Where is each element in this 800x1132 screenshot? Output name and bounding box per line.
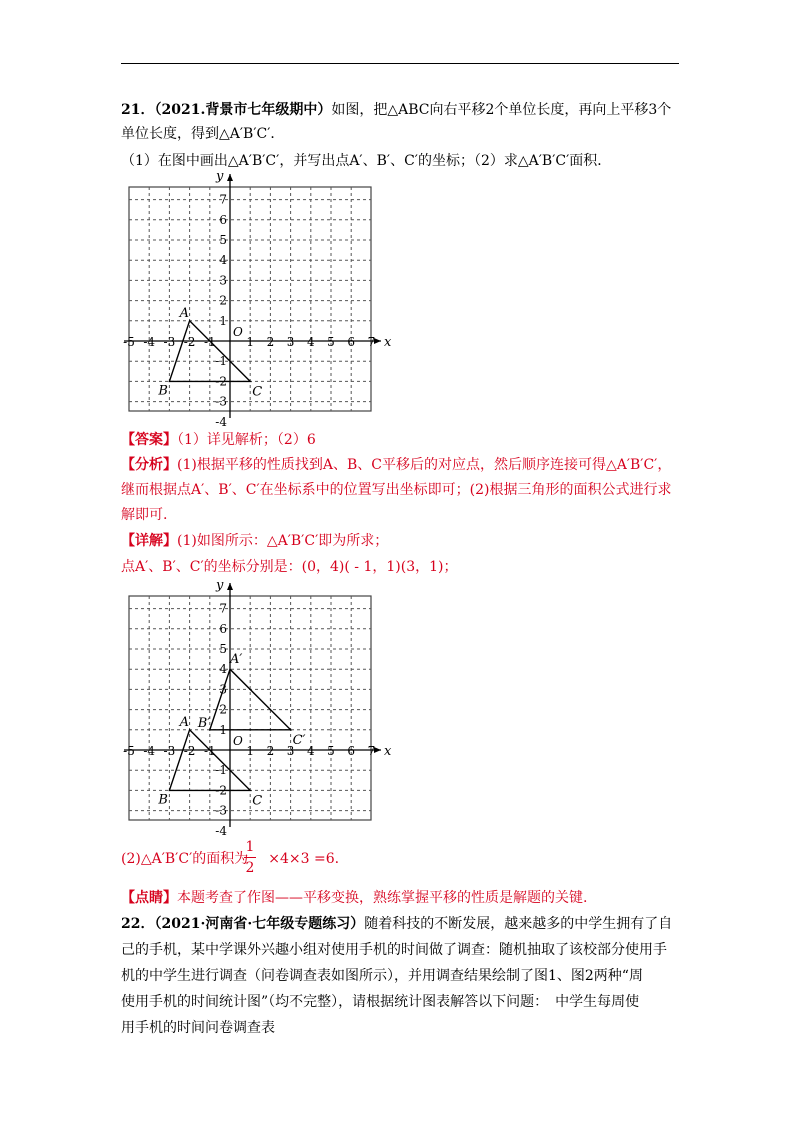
comment-text: 本题考查了作图——平移变换，熟练掌握平移的性质是解题的关键.: [177, 890, 588, 906]
point-b-prime-label: B′: [197, 715, 211, 731]
x-tick-label: 5: [327, 335, 335, 349]
y-tick-label: 7: [219, 601, 227, 616]
x-tick-label: 6: [347, 335, 356, 349]
q21-source: （2021.背景市七年级期中）: [154, 102, 332, 118]
y-tick-label: 5: [219, 233, 227, 247]
q21-line-1: [121, 100, 671, 120]
fraction-numerator: 1: [245, 839, 255, 855]
x-tick-label: 7: [367, 744, 376, 758]
q21-line-2: 单位长度，得到△A′B′C′．: [121, 126, 285, 142]
q21-parts: （1）在图中画出△A′B′C′，并写出点A′、B′、C′的坐标；（2）求△A′B′C′面积．: [121, 153, 612, 169]
x-tick-label: 2: [266, 335, 275, 349]
x-tick-label: 4: [306, 335, 315, 349]
grid-frame: [129, 596, 371, 820]
origin-label: O: [233, 325, 243, 339]
comment-tag: 【点睛】: [121, 890, 177, 906]
area-prefix: (2)△A′B′C′的面积为: [121, 851, 249, 867]
y-tick-label: -3: [215, 803, 227, 818]
y-tick-label: 5: [219, 642, 227, 656]
x-tick-label: 7: [367, 335, 376, 349]
x-tick-label: 3: [286, 744, 295, 758]
analysis-line-1: [121, 455, 671, 475]
point-a-label: A: [179, 305, 189, 321]
grid-frame: [129, 187, 371, 411]
y-axis-arrow: [227, 174, 233, 181]
area-line: [121, 849, 339, 869]
y-tick-label: 4: [219, 662, 227, 677]
x-tick-label: -2: [183, 335, 196, 349]
analysis-text-1: (1)根据平移的性质找到A、B、C平移后的对应点，然后顺序连接可得△A′B′C′，: [177, 457, 672, 473]
answer-text: （1）详见解析；（2）6: [177, 432, 316, 448]
q22-line-1: [121, 914, 672, 934]
q21-number: 21．: [121, 102, 155, 118]
coordinate-grid-figure-2: [100, 575, 400, 838]
x-tick-label: 4: [306, 744, 315, 758]
x-tick-label: -5: [123, 335, 135, 349]
y-tick-label: -1: [215, 763, 227, 778]
x-tick-label: 6: [347, 744, 356, 758]
x-tick-label: -1: [203, 744, 216, 758]
y-tick-label: 7: [219, 192, 227, 207]
y-axis-label: y: [216, 169, 224, 184]
x-tick-label: -1: [203, 335, 216, 349]
y-tick-label: 1: [219, 313, 227, 328]
y-tick-label: 2: [219, 293, 227, 308]
point-a-prime-label: A′: [230, 652, 243, 668]
x-tick-label: -4: [143, 335, 156, 349]
analysis-line-3: 解即可.: [121, 507, 168, 523]
y-axis-arrow: [227, 583, 233, 590]
coordinate-grid-figure-1: [100, 166, 400, 429]
y-tick-label: -2: [215, 783, 227, 798]
point-b-label: B: [158, 792, 168, 808]
y-tick-label: 3: [219, 682, 227, 697]
y-tick-label: -4: [215, 823, 227, 838]
y-tick-label: -4: [215, 414, 227, 429]
y-tick-label: 6: [219, 621, 227, 636]
detail-text-1: (1)如图所示：△A′B′C′即为所求；: [177, 533, 389, 549]
x-tick-label: 5: [327, 744, 335, 758]
origin-label: O: [233, 734, 243, 748]
q22-text-1: 随着科技的不断发展，越来越多的中学生拥有了自: [364, 916, 673, 932]
detail-line-2: 点A′、B′、C′的坐标分别是：(0，4)( - 1，1)(3，1)；: [121, 559, 458, 575]
q22-source: （2021·河南省·七年级专题练习）: [154, 916, 365, 932]
point-c-prime-label: C′: [292, 732, 306, 748]
fraction-denominator: 2: [245, 860, 255, 876]
comment-line: [121, 888, 587, 908]
x-tick-label: -5: [123, 744, 135, 758]
q21-text-1: 如图，把△ABC向右平移2个单位长度，再向上平移3个: [331, 102, 672, 118]
x-tick-label: 1: [246, 335, 255, 349]
point-a-label: A: [179, 714, 189, 730]
y-tick-label: -2: [215, 374, 227, 389]
point-c-label: C: [252, 793, 263, 809]
detail-tag: 【详解】: [121, 533, 177, 549]
area-suffix: ×4×3 =6.: [268, 851, 340, 867]
x-tick-label: -4: [143, 744, 156, 758]
y-tick-label: 1: [219, 722, 227, 737]
answer-tag: 【答案】: [121, 432, 177, 448]
q22-number: 22．: [121, 916, 155, 932]
header-rule: [121, 63, 679, 64]
x-tick-label: -2: [183, 744, 196, 758]
analysis-line-2: 继而根据点A′、B′、C′在坐标系中的位置写出坐标即可；(2)根据三角形的面积公式进行求: [121, 482, 672, 498]
analysis-tag: 【分析】: [121, 457, 177, 473]
x-tick-label: 1: [246, 744, 255, 758]
x-axis-label: x: [384, 744, 392, 759]
q22-line-4: 使用手机的时间统计图”（均不完整），请根据统计图表解答以下问题： 中学生每周使: [121, 994, 640, 1010]
y-tick-label: 3: [219, 273, 227, 288]
area-fraction: [243, 838, 257, 877]
point-c-label: C: [252, 384, 263, 400]
y-tick-label: 4: [219, 253, 227, 268]
y-tick-label: 2: [219, 702, 227, 717]
x-tick-label: -3: [163, 335, 176, 349]
q22-line-3: 机的中学生进行调查（问卷调查表如图所示），并用调查结果绘制了图1、图2两种“周: [121, 968, 643, 984]
x-tick-label: -3: [163, 744, 176, 758]
y-tick-label: 6: [219, 212, 227, 227]
point-b-label: B: [158, 383, 168, 399]
q22-line-2: 己的手机，某中学课外兴趣小组对使用手机的时间做了调查：随机抽取了该校部分使用手: [121, 942, 667, 958]
x-tick-label: 2: [266, 744, 275, 758]
y-tick-label: -1: [215, 354, 227, 369]
answer-line: [121, 430, 316, 450]
x-tick-label: 3: [286, 335, 295, 349]
y-tick-label: -3: [215, 394, 227, 409]
detail-line-1: [121, 531, 388, 551]
x-axis-label: x: [384, 335, 392, 350]
q22-line-5: 用手机的时间问卷调查表: [121, 1020, 275, 1036]
y-axis-label: y: [216, 578, 224, 593]
fraction-bar: [244, 857, 256, 858]
